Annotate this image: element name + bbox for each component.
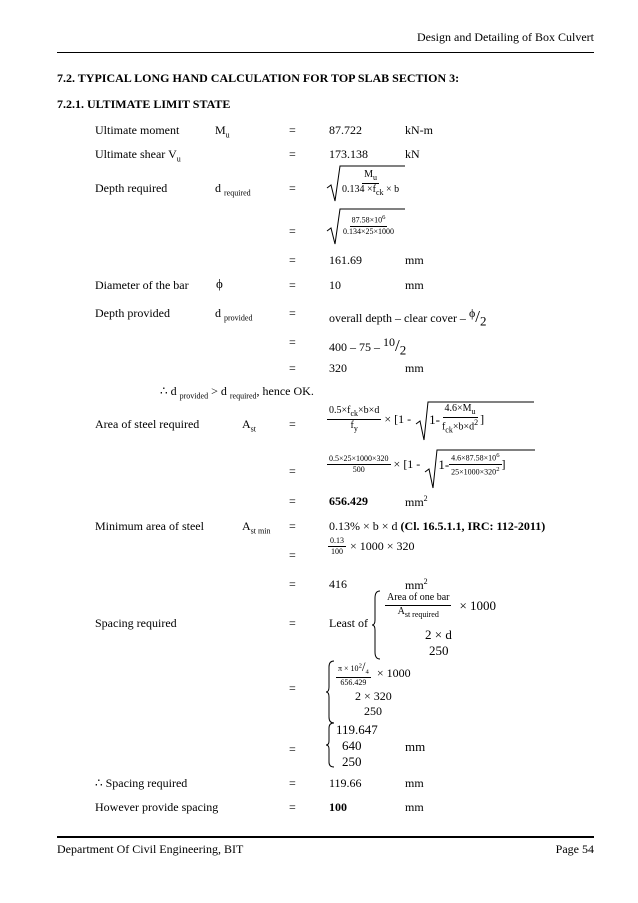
left-brace — [372, 590, 382, 660]
code-reference: (Cl. 16.5.1.1, IRC: 112-2011) — [400, 519, 546, 533]
bar-diameter-value: 10 — [329, 278, 341, 292]
equals-sign: = — [289, 417, 296, 431]
depth-provided-formula: overall depth – clear cover – $^\phi/_2$ — [329, 306, 487, 329]
equals-sign: = — [289, 306, 296, 320]
equals-sign: = — [289, 464, 296, 478]
equals-sign: = — [289, 800, 296, 814]
equals-sign: = — [289, 335, 296, 349]
left-brace — [326, 660, 336, 724]
depth-provided-symbol: d $_{provided}$ — [215, 306, 253, 323]
equals-sign: = — [289, 253, 296, 267]
bar-diameter-label: Diameter of the bar — [95, 278, 189, 292]
equals-sign: = — [289, 147, 296, 161]
ast-required-formula: $\frac{0.5\times f_{ck}\times b\times d}{f_y}$ × [1 - 1- $\frac{4.6\times M_u}{f_{ck}\times b\times d^2}$ ] — [327, 404, 484, 435]
spacing-value-2: 640 — [342, 738, 362, 753]
equals-sign: = — [289, 616, 296, 630]
ast-min-label: Minimum area of steel — [95, 519, 204, 533]
ast-min-substitution: $\frac{0.13}{100}$ × 1000 × 320 — [330, 536, 415, 557]
ultimate-shear-unit: kN — [405, 147, 420, 161]
ultimate-moment-label: Ultimate moment — [95, 123, 180, 137]
header-rule — [57, 52, 594, 53]
spacing-substitution-2d: 2 × 320 — [355, 689, 392, 703]
spacing-option-250: 250 — [429, 643, 449, 658]
spacing-option-area: $\frac{\text{Area of one bar}}{A_{st required}}$ × 1000 — [387, 592, 497, 619]
equals-sign: = — [289, 681, 296, 695]
page-number: Page 54 — [555, 842, 594, 856]
ultimate-moment-symbol: $M_u$ — [215, 123, 230, 140]
ast-required-unit: $mm^2$ — [405, 494, 428, 509]
running-header: Design and Detailing of Box Culvert — [417, 30, 594, 44]
depth-required-substitution: $\frac{87.58\times 10^6}{0.134\times 25\times 1000}$ — [343, 214, 395, 237]
left-brace — [326, 722, 336, 768]
spacing-result-label: ∴ Spacing required — [95, 776, 188, 790]
ast-min-formula: 0.13% × b × d (Cl. 16.5.1.1, IRC: 112-2011) — [329, 519, 546, 533]
depth-provided-label: Depth provided — [95, 306, 170, 320]
ast-required-symbol: $A_{st}$ — [242, 417, 257, 434]
phi-symbol: ϕ — [216, 276, 223, 291]
depth-required-unit: mm — [405, 253, 424, 267]
depth-required-value: 161.69 — [329, 253, 362, 267]
spacing-result-unit: mm — [405, 776, 424, 790]
depth-required-formula: $\frac{M_u}{0.134 \times f_{ck} \times b}$ — [342, 169, 400, 198]
equals-sign: = — [289, 224, 296, 238]
equals-sign: = — [289, 278, 296, 292]
depth-required-symbol: d $_{required}$ — [215, 181, 251, 198]
equals-sign: = — [289, 123, 296, 137]
spacing-value-3: 250 — [342, 754, 362, 769]
ultimate-shear-value: 173.138 — [329, 147, 368, 161]
depth-required-label: Depth required — [95, 181, 168, 195]
equals-sign: = — [289, 742, 296, 756]
spacing-provided-unit: mm — [405, 800, 424, 814]
ast-required-value: 656.429 — [329, 494, 368, 508]
depth-provided-unit: mm — [405, 361, 424, 375]
footer-department: Department Of Civil Engineering, BIT — [57, 842, 244, 856]
spacing-required-label: Spacing required — [95, 616, 177, 630]
subsection-heading: 7.2.1. ULTIMATE LIMIT STATE — [57, 97, 231, 111]
equals-sign: = — [289, 577, 296, 591]
ultimate-moment-unit: kN-m — [405, 123, 433, 137]
equals-sign: = — [289, 776, 296, 790]
equals-sign: = — [289, 361, 296, 375]
ast-min-unit: $mm^2$ — [405, 577, 428, 592]
section-heading: 7.2. TYPICAL LONG HAND CALCULATION FOR TOP SLAB SECTION 3: — [57, 71, 460, 85]
equals-sign: = — [289, 519, 296, 533]
ast-required-substitution: $\frac{0.5\times 25\times 1000\times 320}{500}$ × [1 - 1- $\frac{4.6\times 87.58\times 10^6}{25\times 1000\times 320^2}$ ] — [327, 452, 506, 477]
spacing-provided-value: 100 — [329, 800, 347, 814]
equals-sign: = — [289, 494, 296, 508]
depth-provided-value: 320 — [329, 361, 347, 375]
spacing-substitution-250: 250 — [364, 704, 382, 718]
ast-min-symbol: $A_{st min}$ — [242, 519, 271, 536]
ultimate-shear-label: Ultimate shear $V_u$ — [95, 147, 181, 164]
ast-required-label: Area of steel required — [95, 417, 200, 431]
equals-sign: = — [289, 181, 296, 195]
ultimate-moment-value: 87.722 — [329, 123, 362, 137]
spacing-value-1: 119.647 — [336, 722, 378, 737]
ast-min-value: 416 — [329, 577, 347, 591]
equals-sign: = — [289, 548, 296, 562]
spacing-option-2d: 2 × d — [425, 627, 452, 642]
spacing-result-value: 119.66 — [329, 776, 362, 790]
depth-check-statement: ∴ d $_{provided}$ > d $_{required}$, hence OK. — [160, 384, 314, 401]
footer-rule — [57, 836, 594, 838]
depth-provided-substitution: $400 - 75 - ^{10}/_2$ — [329, 335, 407, 358]
spacing-provided-label: However provide spacing — [95, 800, 219, 814]
spacing-substitution-area: $\frac{\pi \times 10^2/_4}{656.429}$ × 1000 — [338, 659, 411, 687]
least-of-label: Least of — [329, 616, 368, 630]
spacing-values-unit: mm — [405, 739, 426, 754]
bar-diameter-unit: mm — [405, 278, 424, 292]
